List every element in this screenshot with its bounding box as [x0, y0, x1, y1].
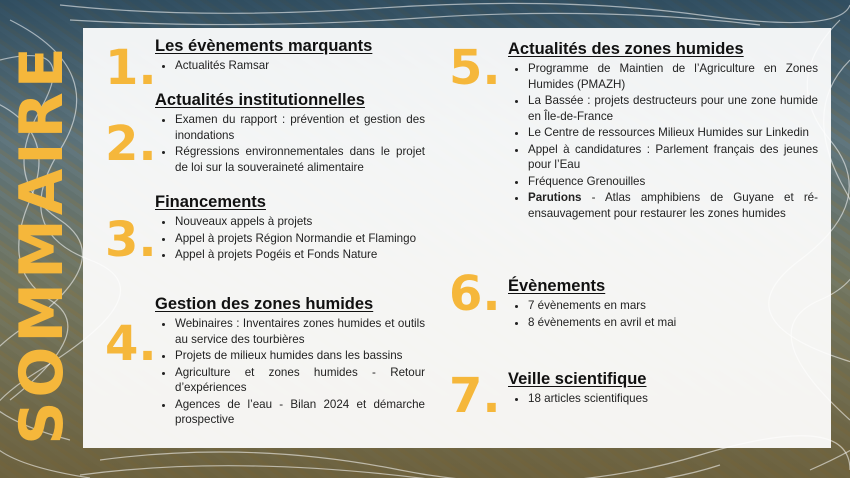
- list-item-parutions[interactable]: [528, 190, 818, 221]
- section-number: 3.: [105, 212, 157, 268]
- list-item[interactable]: • Appel à candidatures : Parlement français des jeunes pour l’Eau: [528, 142, 818, 173]
- section-evenements-marquants: [155, 36, 425, 75]
- list-item[interactable]: • Appel à projets Pogéis et Fonds Nature: [175, 247, 425, 263]
- section-number: 7.: [449, 368, 501, 424]
- list-item[interactable]: • Nouveaux appels à projets: [175, 214, 425, 230]
- list-item[interactable]: • Examen du rapport : prévention et gestion des inondations: [175, 112, 425, 143]
- list-item[interactable]: • Webinaires : Inventaires zones humides et outils au service des tourbières: [175, 316, 425, 347]
- list-item[interactable]: • Appel à projets Région Normandie et Flamingo: [175, 231, 425, 247]
- list-item[interactable]: • Agences de l’eau - Bilan 2024 et démarche prospective: [175, 397, 425, 428]
- parutions-label: Parutions: [528, 191, 582, 204]
- list-item[interactable]: • Programme de Maintien de l’Agriculture en Zones Humides (PMAZH): [528, 61, 818, 92]
- list-item[interactable]: • Le Centre de ressources Milieux Humides sur Linkedin: [528, 125, 818, 141]
- section-title[interactable]: Évènements: [508, 277, 606, 295]
- section-number: 1.: [105, 40, 157, 96]
- parutions-text: - Atlas amphibiens de Guyane et ré-ensauvagement pour restaurer les zones humides: [528, 191, 818, 220]
- list-item[interactable]: • Fréquence Grenouilles: [528, 174, 818, 190]
- section-gestion-zones-humides: [155, 294, 425, 429]
- side-title: SOMMAIRE: [7, 43, 77, 445]
- section-actualites-zones-humides: [508, 39, 818, 222]
- section-actualites-institutionnelles: [155, 90, 425, 176]
- section-title[interactable]: Financements: [155, 193, 266, 211]
- section-number: 2.: [105, 116, 157, 172]
- list-item[interactable]: • 8 évènements en avril et mai: [528, 315, 818, 331]
- list-item[interactable]: • Projets de milieux humides dans les bassins: [175, 348, 425, 364]
- section-number: 4.: [105, 316, 157, 372]
- section-number: 6.: [449, 266, 501, 322]
- section-veille-scientifique: [508, 369, 818, 408]
- section-title[interactable]: Actualités des zones humides: [508, 40, 744, 58]
- section-evenements: [508, 276, 818, 331]
- section-financements: [155, 192, 425, 264]
- section-title[interactable]: Les évènements marquants: [155, 37, 373, 55]
- section-title[interactable]: Gestion des zones humides: [155, 295, 374, 313]
- list-item[interactable]: • Agriculture et zones humides - Retour d’expériences: [175, 365, 425, 396]
- section-title[interactable]: Actualités institutionnelles: [155, 91, 365, 109]
- section-title[interactable]: Veille scientifique: [508, 370, 647, 388]
- list-item[interactable]: • 18 articles scientifiques: [528, 391, 818, 407]
- summary-panel: [83, 28, 831, 448]
- list-item[interactable]: • Actualités Ramsar: [175, 58, 425, 74]
- section-number: 5.: [449, 40, 501, 96]
- list-item[interactable]: • La Bassée : projets destructeurs pour une zone humide en Île-de-France: [528, 93, 818, 124]
- list-item[interactable]: • Régressions environnementales dans le projet de loi sur la souveraineté alimentaire: [175, 144, 425, 175]
- list-item[interactable]: • 7 évènements en mars: [528, 298, 818, 314]
